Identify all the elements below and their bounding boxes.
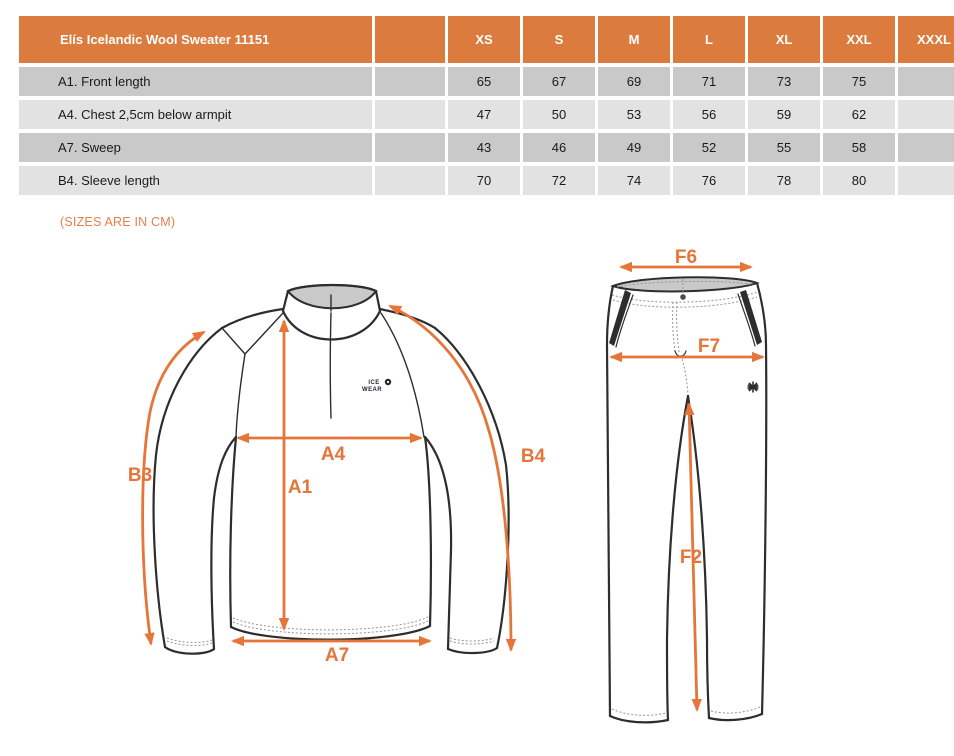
arrow-b3 xyxy=(143,332,204,644)
left-pocket xyxy=(609,290,631,346)
size-value-cell: 71 xyxy=(673,67,745,96)
column-header-xxl: XXL xyxy=(823,16,895,63)
size-value-cell: 75 xyxy=(823,67,895,96)
column-header-l: L xyxy=(673,16,745,63)
pants-right-outer xyxy=(757,283,766,714)
size-value-cell: 55 xyxy=(748,133,820,162)
measurement-label: A1. Front length xyxy=(19,67,372,96)
size-value-cell: 76 xyxy=(673,166,745,195)
collar-left-edge xyxy=(283,291,288,311)
right-cuff-stitching xyxy=(450,641,494,644)
label-b3: B3 xyxy=(127,465,153,486)
size-value-cell: 46 xyxy=(523,133,595,162)
size-value-cell: 62 xyxy=(823,100,895,129)
left-sleeve-inner xyxy=(211,437,236,649)
size-value-cell: 70 xyxy=(448,166,520,195)
left-shoulder-panel xyxy=(222,328,245,354)
pants-left-outer xyxy=(607,286,613,716)
crotch-seam xyxy=(681,355,688,394)
left-hem-stitching xyxy=(612,709,666,715)
size-value-cell: 53 xyxy=(598,100,670,129)
label-f2: F2 xyxy=(679,547,703,568)
label-f7: F7 xyxy=(697,336,721,357)
gear-icon-center xyxy=(387,381,389,383)
size-value-cell: 73 xyxy=(748,67,820,96)
size-value-cell: 67 xyxy=(523,67,595,96)
column-header-xl: XL xyxy=(748,16,820,63)
ice-wear-logo xyxy=(362,379,391,393)
size-value-cell: 65 xyxy=(448,67,520,96)
right-cuff-stitching-2 xyxy=(450,638,494,641)
left-cuff xyxy=(165,647,214,654)
label-a4: A4 xyxy=(320,444,346,465)
label-b4: B4 xyxy=(520,446,546,467)
measurement-label: A7. Sweep xyxy=(19,133,372,162)
sizes-unit-note: (SIZES ARE IN CM) xyxy=(60,215,176,229)
body-right-side xyxy=(425,437,431,626)
size-value-cell: 80 xyxy=(823,166,895,195)
waist-button xyxy=(680,294,686,300)
size-value-cell: 56 xyxy=(673,100,745,129)
size-value-cell: 47 xyxy=(448,100,520,129)
right-hem-stitching xyxy=(711,707,760,713)
column-header-m: M xyxy=(598,16,670,63)
logo-line-2: WEAR xyxy=(362,387,382,393)
hem-stitching xyxy=(233,617,428,630)
size-value-cell: 50 xyxy=(523,100,595,129)
left-leg-hem xyxy=(610,716,668,722)
collar-right-edge xyxy=(376,291,380,311)
measurement-label: B4. Sleeve length xyxy=(19,166,372,195)
label-a1: A1 xyxy=(287,477,313,498)
column-header-xxxl: XXXL xyxy=(898,16,954,63)
size-value-cell: 72 xyxy=(523,166,595,195)
size-value-cell: 52 xyxy=(673,133,745,162)
right-raglan-seam xyxy=(381,313,424,437)
size-value-cell: 58 xyxy=(823,133,895,162)
measurement-label: A4. Chest 2,5cm below armpit xyxy=(19,100,372,129)
body-left-side xyxy=(230,437,236,627)
logo-line-1: ICE xyxy=(368,380,380,386)
size-value-cell: 59 xyxy=(748,100,820,129)
size-value-cell: 74 xyxy=(598,166,670,195)
body-hem xyxy=(231,626,430,640)
zipper-placket xyxy=(330,313,331,418)
right-leg-hem xyxy=(709,714,762,720)
column-header-xs: XS xyxy=(448,16,520,63)
hem-stitching-2 xyxy=(233,621,428,634)
size-value-cell: 49 xyxy=(598,133,670,162)
pants-illustration xyxy=(607,247,766,722)
left-shoulder-seam xyxy=(245,313,283,354)
sweater-illustration xyxy=(128,285,546,666)
size-value-cell: 43 xyxy=(448,133,520,162)
left-cuff-stitching-2 xyxy=(167,638,212,642)
collar-inner xyxy=(288,285,376,308)
right-cuff xyxy=(448,648,497,653)
snowflake-icon xyxy=(748,382,759,393)
column-header-s: S xyxy=(523,16,595,63)
left-cuff-stitching xyxy=(167,641,212,645)
size-value-cell: 69 xyxy=(598,67,670,96)
left-raglan-seam xyxy=(236,354,245,437)
pants-measure-arrows xyxy=(611,247,763,710)
table-title: Elís Icelandic Wool Sweater 11151 xyxy=(19,16,372,63)
left-shoulder-edge xyxy=(222,309,283,328)
fly-hook xyxy=(675,351,686,356)
fly-stitching xyxy=(673,302,675,352)
label-a7: A7 xyxy=(324,645,350,666)
fly-stitching-2 xyxy=(677,302,679,352)
right-pocket xyxy=(740,290,762,345)
label-f6: F6 xyxy=(674,247,698,268)
size-value-cell: 78 xyxy=(748,166,820,195)
